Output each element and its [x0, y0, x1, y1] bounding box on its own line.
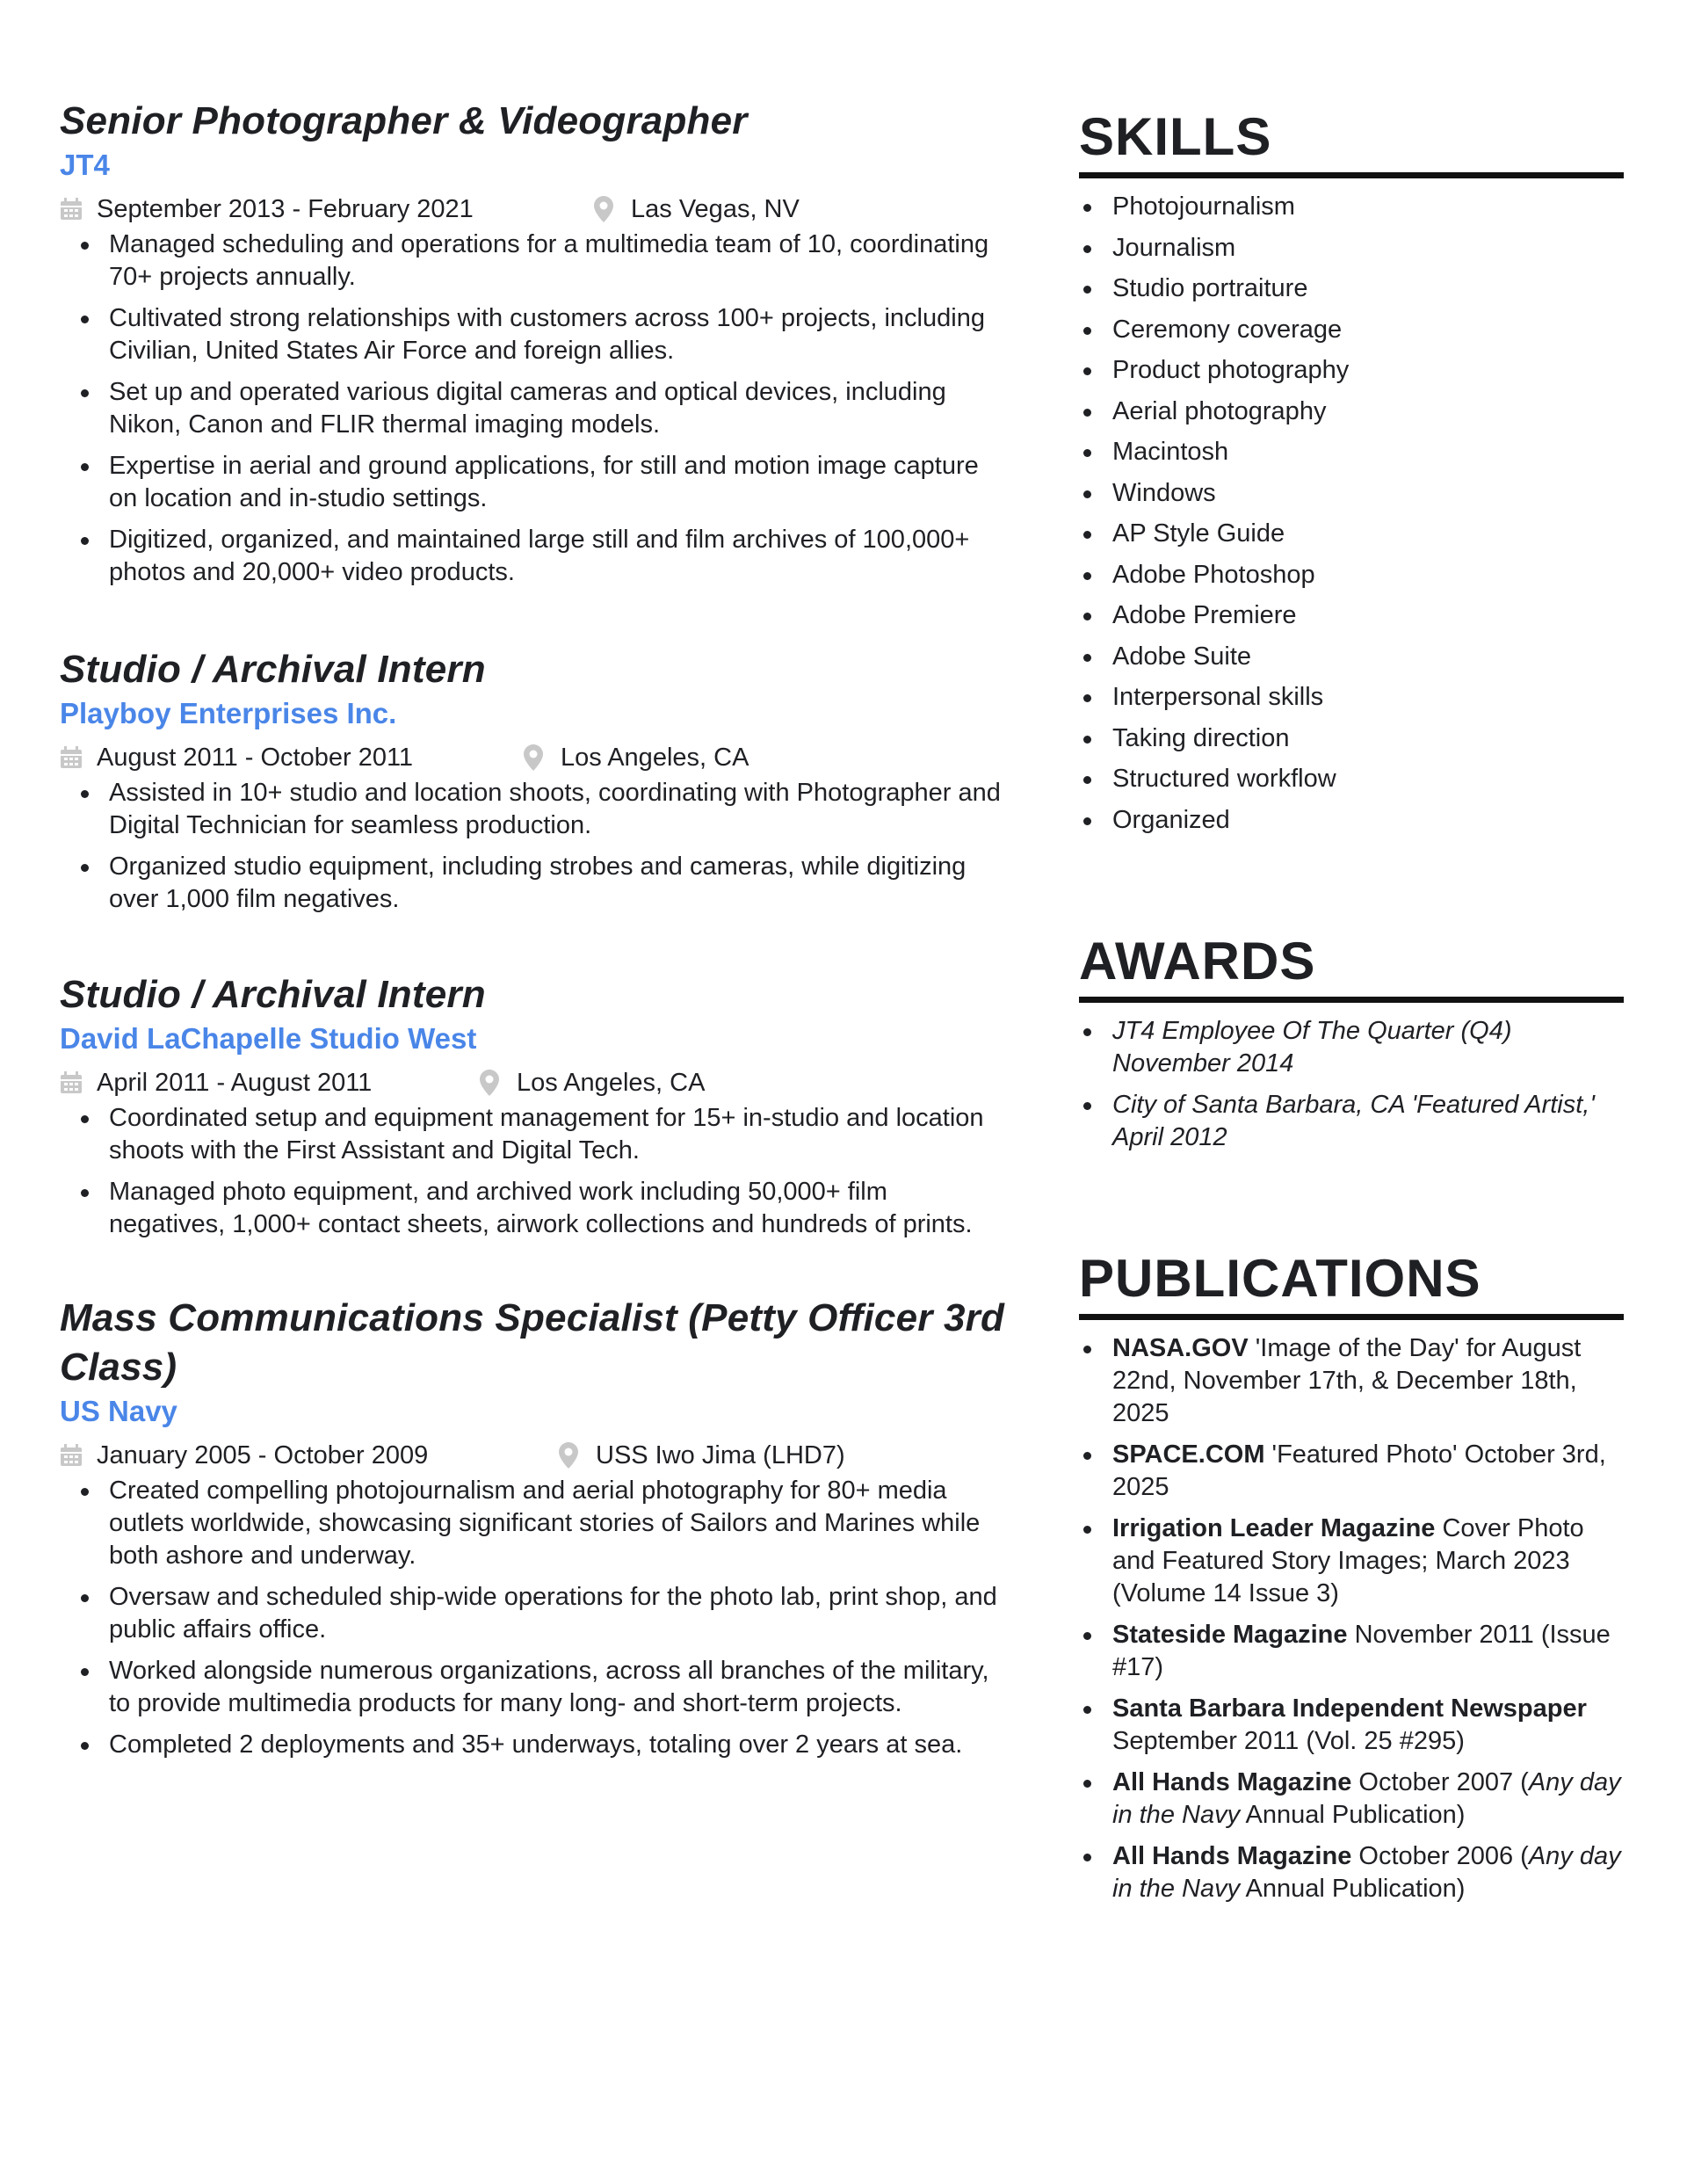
- list-item: Coordinated setup and equipment management for 15+ in-studio and location shoots with the First Assistant and Digital Tech.: [109, 1102, 1009, 1167]
- list-item: Structured workflow: [1112, 763, 1624, 795]
- publication-detail: Annual Publication): [1240, 1874, 1466, 1903]
- calendar-icon: [60, 1071, 83, 1094]
- job-meta: [60, 1438, 1009, 1473]
- job-location: [594, 192, 800, 227]
- map-pin-icon: [559, 1442, 578, 1469]
- awards-list: [1079, 1015, 1624, 1154]
- map-pin-icon: [594, 196, 613, 222]
- company-name: JT4: [60, 149, 110, 181]
- job-entry: [60, 970, 1009, 1241]
- publication-detail: 'Image of the Day' for August 22nd, November 17th, & December 18th, 2025: [1112, 1333, 1582, 1427]
- publication-detail: November 2011 (Issue #17): [1112, 1620, 1611, 1681]
- list-item: Created compelling photojournalism and aerial photography for 80+ media outlets worldwide, showcasing significant stories of Sailors and Marines while both ashore and underway.: [109, 1475, 1009, 1572]
- list-item: Completed 2 deployments and 35+ underways, totaling over 2 years at sea.: [109, 1729, 1009, 1761]
- publication-name: All Hands Magazine: [1112, 1767, 1352, 1796]
- date-range: September 2013 - February 2021: [97, 195, 474, 223]
- list-item: Organized: [1112, 804, 1624, 837]
- list-item: Taking direction: [1112, 722, 1624, 755]
- list-item: [1112, 1767, 1624, 1832]
- list-item: Windows: [1112, 477, 1624, 510]
- list-item: Assisted in 10+ studio and location shoots, coordinating with Photographer and Digital Technician for seamless production.: [109, 777, 1009, 842]
- list-item: [1112, 1332, 1624, 1430]
- job-location: [480, 1065, 705, 1100]
- job-bullets: [60, 777, 1009, 916]
- location-text: Las Vegas, NV: [631, 195, 800, 223]
- list-item: Adobe Suite: [1112, 641, 1624, 673]
- list-item: Journalism: [1112, 232, 1624, 265]
- list-item: Interpersonal skills: [1112, 681, 1624, 714]
- job-location: [559, 1438, 845, 1473]
- job-title: Mass Communications Specialist (Petty Officer 3rd Class): [60, 1296, 1005, 1389]
- list-item: Oversaw and scheduled ship-wide operations for the photo lab, print shop, and public affairs office.: [109, 1581, 1009, 1646]
- skills-list: [1079, 191, 1624, 837]
- publications-section: [1079, 1245, 1624, 1905]
- list-item: Ceremony coverage: [1112, 314, 1624, 346]
- publication-detail: October 2006 (: [1351, 1841, 1529, 1870]
- company-name: David LaChapelle Studio West: [60, 1022, 477, 1055]
- job-entry: [60, 1294, 1009, 1761]
- list-item: [1112, 1619, 1624, 1684]
- job-dates: [60, 740, 524, 775]
- list-item: Digitized, organized, and maintained large still and film archives of 100,000+ photos and 20,000+ video products.: [109, 524, 1009, 589]
- list-item: Adobe Photoshop: [1112, 559, 1624, 591]
- calendar-icon: [60, 1444, 83, 1467]
- list-item: Photojournalism: [1112, 191, 1624, 223]
- publication-detail: September 2011 (Vol. 25 #295): [1112, 1726, 1465, 1755]
- date-range: August 2011 - October 2011: [97, 744, 414, 772]
- job-meta: [60, 740, 1009, 775]
- job-bullets: [60, 229, 1009, 589]
- section-heading: SKILLS: [1079, 107, 1272, 166]
- list-item: [1112, 1513, 1624, 1610]
- skills-section: [1079, 104, 1624, 837]
- list-item: AP Style Guide: [1112, 518, 1624, 550]
- company-name: US Navy: [60, 1395, 177, 1427]
- publication-detail: Annual Publication): [1240, 1800, 1466, 1829]
- experience-column: [60, 97, 1009, 1810]
- job-title: Studio / Archival Intern: [60, 973, 486, 1016]
- publication-name: All Hands Magazine: [1112, 1841, 1352, 1870]
- list-item: Cultivated strong relationships with customers across 100+ projects, including Civilian, United States Air Force and foreign allies.: [109, 302, 1009, 367]
- publication-name: Irrigation Leader Magazine: [1112, 1513, 1436, 1542]
- job-entry: [60, 645, 1009, 916]
- date-range: January 2005 - October 2009: [97, 1441, 429, 1469]
- company-name: Playboy Enterprises Inc.: [60, 697, 397, 729]
- job-meta: [60, 1065, 1009, 1100]
- publication-detail: 'Featured Photo' October 3rd, 2025: [1112, 1440, 1606, 1501]
- job-meta: [60, 192, 1009, 227]
- publication-detail: October 2007 (: [1351, 1767, 1529, 1796]
- list-item: Aerial photography: [1112, 395, 1624, 428]
- list-item: Expertise in aerial and ground applications, for still and motion image capture on location and in-studio settings.: [109, 450, 1009, 515]
- job-title: Senior Photographer & Videographer: [60, 99, 748, 142]
- list-item: Managed scheduling and operations for a multimedia team of 10, coordinating 70+ projects annually.: [109, 229, 1009, 294]
- job-title: Studio / Archival Intern: [60, 648, 486, 691]
- list-item: City of Santa Barbara, CA 'Featured Artist,' April 2012: [1112, 1089, 1624, 1154]
- job-dates: [60, 1438, 559, 1473]
- list-item: Organized studio equipment, including strobes and cameras, while digitizing over 1,000 film negatives.: [109, 851, 1009, 916]
- location-text: Los Angeles, CA: [561, 744, 749, 772]
- location-text: Los Angeles, CA: [517, 1069, 706, 1097]
- list-item: JT4 Employee Of The Quarter (Q4) November 2014: [1112, 1015, 1624, 1080]
- job-location: [524, 740, 749, 775]
- list-item: Macintosh: [1112, 436, 1624, 468]
- list-item: [1112, 1840, 1624, 1905]
- list-item: Studio portraiture: [1112, 272, 1624, 305]
- list-item: Managed photo equipment, and archived work including 50,000+ film negatives, 1,000+ contact sheets, airwork collections and hundreds of prints.: [109, 1176, 1009, 1241]
- list-item: Product photography: [1112, 354, 1624, 387]
- calendar-icon: [60, 198, 83, 221]
- section-heading: PUBLICATIONS: [1079, 1248, 1481, 1308]
- job-bullets: [60, 1475, 1009, 1761]
- publication-name: SPACE.COM: [1112, 1440, 1265, 1469]
- publication-detail: Cover Photo and Featured Story Images; March 2023 (Volume 14 Issue 3): [1112, 1513, 1584, 1607]
- section-heading: AWARDS: [1079, 931, 1316, 990]
- sidebar-column: [1079, 104, 1624, 1992]
- job-bullets: [60, 1102, 1009, 1241]
- calendar-icon: [60, 746, 83, 769]
- section-divider: [1079, 172, 1624, 178]
- section-divider: [1079, 1314, 1624, 1320]
- map-pin-icon: [480, 1070, 499, 1096]
- publication-name: NASA.GOV: [1112, 1333, 1249, 1362]
- list-item: Adobe Premiere: [1112, 599, 1624, 632]
- list-item: Worked alongside numerous organizations, across all branches of the military, to provide multimedia products for many long- and short-term projects.: [109, 1655, 1009, 1720]
- list-item: [1112, 1439, 1624, 1504]
- publication-name: Santa Barbara Independent Newspaper: [1112, 1694, 1587, 1723]
- publications-list: [1079, 1332, 1624, 1905]
- date-range: April 2011 - August 2011: [97, 1069, 373, 1097]
- publication-name: Stateside Magazine: [1112, 1620, 1348, 1649]
- list-item: [1112, 1693, 1624, 1758]
- map-pin-icon: [524, 744, 543, 771]
- list-item: Set up and operated various digital cameras and optical devices, including Nikon, Canon and FLIR thermal imaging models.: [109, 376, 1009, 441]
- publication-detail-italic: Any day in the Navy: [1112, 1767, 1621, 1829]
- job-entry: [60, 97, 1009, 589]
- section-divider: [1079, 997, 1624, 1003]
- publication-detail-italic: Any day in the Navy: [1112, 1841, 1621, 1903]
- job-dates: [60, 1065, 480, 1100]
- job-dates: [60, 192, 594, 227]
- location-text: USS Iwo Jima (LHD7): [596, 1441, 845, 1469]
- awards-section: [1079, 928, 1624, 1154]
